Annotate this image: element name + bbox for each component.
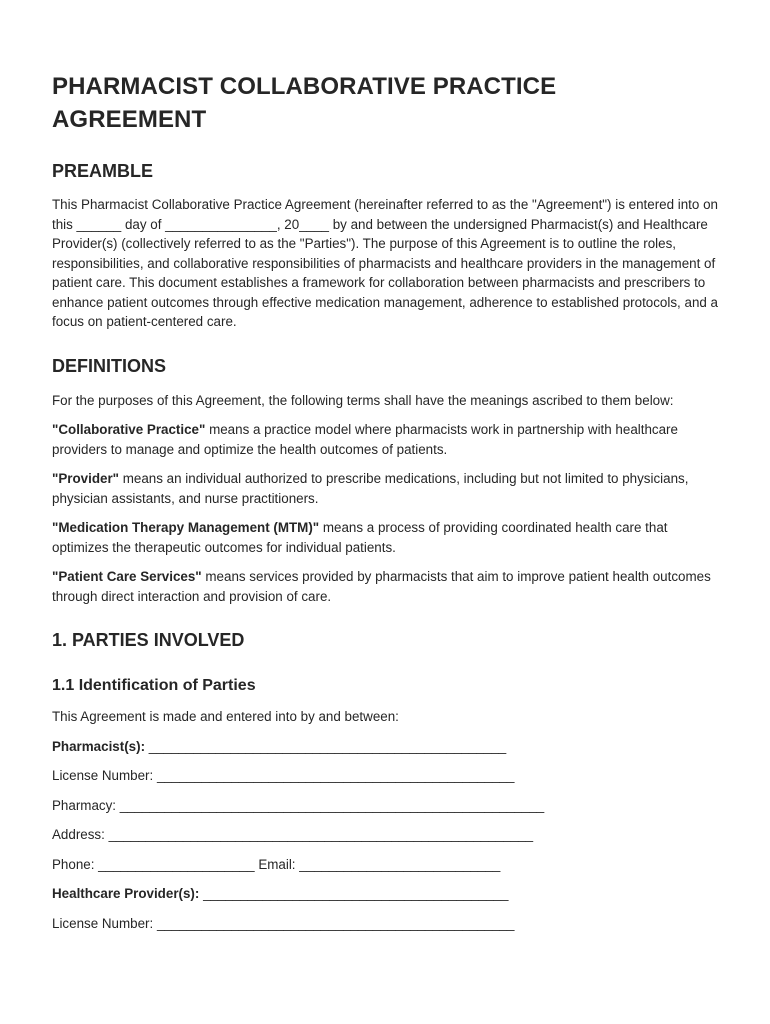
healthcare-provider-field[interactable] xyxy=(52,884,718,904)
healthcare-provider-label: Healthcare Provider(s): xyxy=(52,886,200,901)
address-blank[interactable]: _________________________________________________________ xyxy=(104,827,534,842)
definition-item xyxy=(52,518,712,557)
phone-email-field[interactable] xyxy=(52,855,718,875)
definition-term: "Patient Care Services" xyxy=(52,569,202,584)
document-title xyxy=(52,0,718,136)
pharmacist-label: Pharmacist(s): xyxy=(52,738,146,754)
license-number-blank[interactable]: ________________________________________________ xyxy=(153,768,515,783)
parties-heading: 1. PARTIES INVOLVED xyxy=(52,630,245,650)
definition-text: means services provided by pharmacists that aim to improve patient health outcomes through direct interaction and provision of care. xyxy=(52,569,711,604)
definition-term: "Medication Therapy Management (MTM)" xyxy=(52,520,320,535)
parties-subheading: 1.1 Identification of Parties xyxy=(52,677,256,694)
pharmacist-blank[interactable]: ________________________________________________ xyxy=(145,738,507,754)
phone-label: Phone: xyxy=(52,856,95,872)
address-field[interactable] xyxy=(52,825,718,845)
definition-item xyxy=(52,420,712,459)
title-line-2: AGREEMENT xyxy=(52,106,207,133)
definition-text: means a practice model where pharmacists work in partnership with healthcare providers to manage and optimize the health outcomes of patients. xyxy=(52,422,678,457)
preamble-body: This Pharmacist Collaborative Practice Agreement (hereinafter referred to as the "Agreement") is entered into on this ______ day of _______________, 20____ by and between the undersigned Pharmacist(s) and Healthcare Provider(s) (collectively referred to as the "Parties"). The purpose of this Agreement is to outline the roles, responsibilities, and collaborative responsibilities of pharmacists and healthcare providers in the management of patient care. This document establishes a framework for collaboration between pharmacists and prescribers to enhance patient outcomes through effective medication management, adherence to established protocols, and a focus on patient-centered care. xyxy=(52,197,719,329)
address-label: Address: xyxy=(52,827,105,842)
provider-license-number-blank[interactable]: ________________________________________________ xyxy=(153,915,515,931)
title-line-1: PHARMACIST COLLABORATIVE PRACTICE xyxy=(52,73,557,100)
definition-term: "Provider" xyxy=(52,471,120,486)
phone-blank[interactable]: _____________________ xyxy=(94,856,255,872)
provider-license-number-field[interactable] xyxy=(52,914,718,934)
definition-text: means a process of providing coordinated health care that optimizes the therapeutic outcomes for individual patients. xyxy=(52,520,668,555)
license-number-field[interactable] xyxy=(52,766,718,786)
definition-term: "Collaborative Practice" xyxy=(52,422,206,437)
preamble-heading: PREAMBLE xyxy=(52,161,154,181)
pharmacy-label: Pharmacy: xyxy=(52,797,116,813)
definitions-intro: For the purposes of this Agreement, the following terms shall have the meanings ascribed to them below: xyxy=(52,392,674,408)
provider-license-number-label: License Number: xyxy=(52,915,154,931)
healthcare-provider-blank[interactable]: _________________________________________ xyxy=(199,886,509,901)
pharmacy-blank[interactable]: _________________________________________________________ xyxy=(116,797,545,813)
email-blank[interactable]: ___________________________ xyxy=(295,856,501,872)
definitions-heading: DEFINITIONS xyxy=(52,355,167,376)
pharmacy-field[interactable] xyxy=(52,796,718,816)
definition-text: means an individual authorized to prescribe medications, including but not limited to physicians, physician assistants, and nurse practitioners. xyxy=(52,471,689,506)
definition-item xyxy=(52,469,712,508)
email-label: Email: xyxy=(258,856,296,872)
parties-intro: This Agreement is made and entered into by and between: xyxy=(52,709,399,724)
license-number-label: License Number: xyxy=(52,768,154,783)
pharmacist-field[interactable] xyxy=(52,737,718,757)
definition-item xyxy=(52,567,712,606)
